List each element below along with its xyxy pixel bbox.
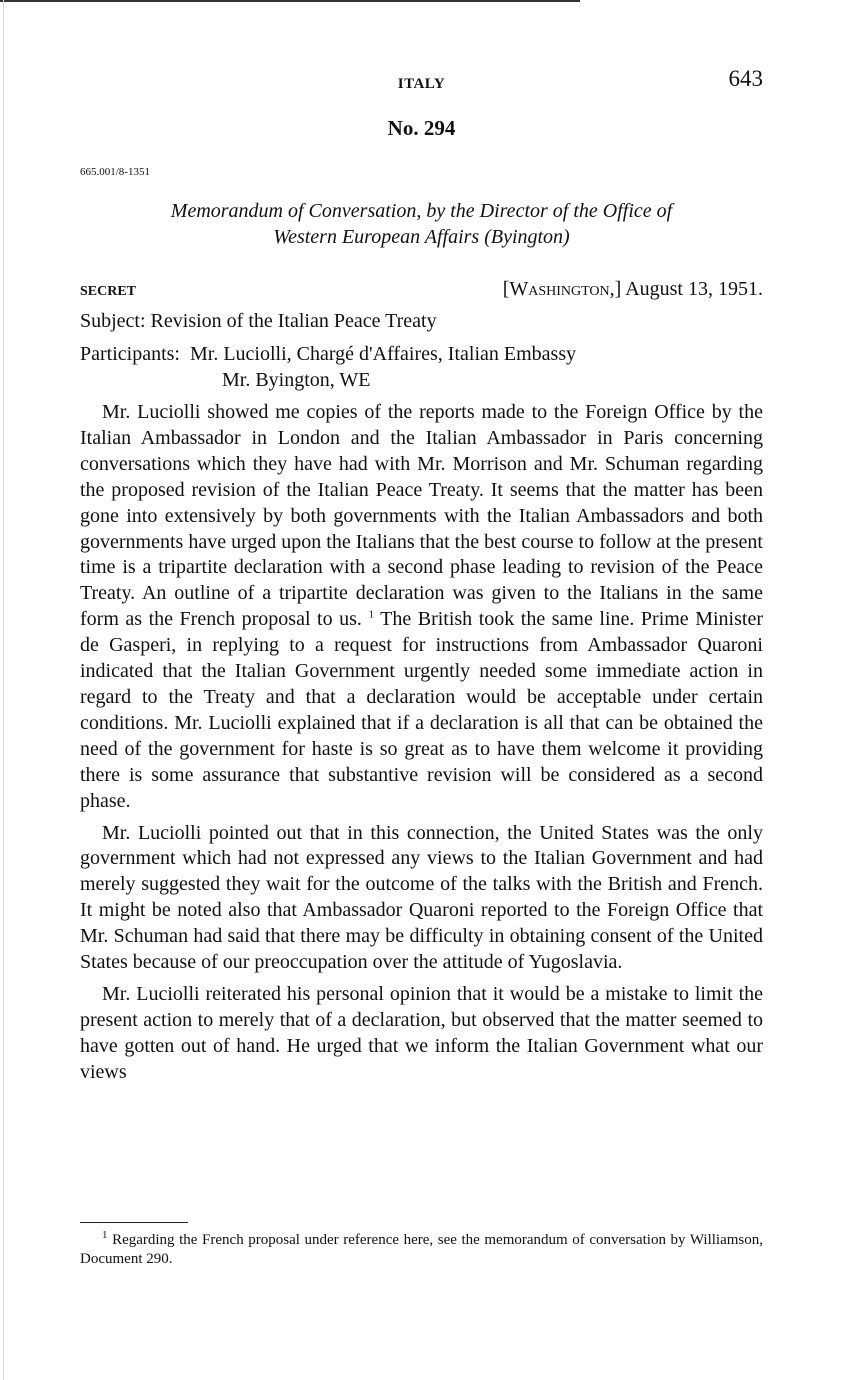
document-title xyxy=(80,198,763,250)
subject-line: Subject: Revision of the Italian Peace Treaty xyxy=(80,310,437,332)
footnote-text: Regarding the French proposal under reference here, see the memorandum of conversation by Williamson, Document 290. xyxy=(80,1232,763,1267)
footnote-marker: 1 xyxy=(102,1229,108,1241)
participants-label: Participants: xyxy=(80,343,180,365)
paragraph-3: Mr. Luciolli reiterated his personal opinion that it would be a mistake to limit the present action to merely that of a declaration, but observed that the matter seemed to have gotten out of hand. He urged that we inform the Italian Government what our views xyxy=(80,982,763,1083)
document-number: No. 294 xyxy=(387,116,456,140)
footnote-divider xyxy=(80,1222,188,1223)
page-left-edge xyxy=(3,0,4,1380)
document-title-line-1: Memorandum of Conversation, by the Director of the Office of xyxy=(170,200,673,222)
footnote-reference-marker[interactable]: 1 xyxy=(368,608,374,621)
date: August 13, 1951. xyxy=(625,278,763,300)
classification-label: SECRET xyxy=(80,284,137,299)
participant-byington: Mr. Byington, WE xyxy=(222,369,371,391)
running-head-title: ITALY xyxy=(397,76,446,92)
footnote xyxy=(80,1231,763,1269)
top-edge-rule xyxy=(0,0,580,2)
memorandum-body xyxy=(80,400,763,1092)
paragraph-1-part-b: The British took the same line. Prime Minister de Gasperi, in replying to a request for instructions from Ambassador Quaroni indicated that the Italian Government urgently needed some immediate action in regard to the Treaty and that a declaration would be acceptable under certain conditions. Mr. Luciolli explained that if a declaration is all that can be obtained the need of the government for haste is so great as to have them welcome it providing there is some assurance that substantive revision will be considered as a second phase. xyxy=(80,608,763,812)
paragraph-1 xyxy=(80,400,763,815)
document-title-line-2: Western European Affairs (Byington) xyxy=(273,226,570,248)
participants-block xyxy=(80,341,576,393)
place: [Washington,] xyxy=(502,278,622,300)
running-head xyxy=(80,66,763,98)
participants-row-1 xyxy=(80,341,576,367)
page-number: 643 xyxy=(728,66,763,91)
place-and-date xyxy=(503,278,763,301)
paragraph-1-part-a: Mr. Luciolli showed me copies of the reports made to the Foreign Office by the Italian Ambassador in London and the Italian Ambassador in Paris concerning conversations which they have had with Mr. Morrison and Mr. Schuman regarding the proposed revision of the Italian Peace Treaty. It seems that the matter has been gone into extensively by both governments with the Italian Ambassadors and both governments have urged upon the Italians that the best course to follow at the present time is a tripartite declaration with a second phase leading to revision of the Peace Treaty. An outline of a tripartite declaration was given to the Italians in the same form as the French proposal to us. xyxy=(80,401,763,631)
participant-luciolli: Mr. Luciolli, Chargé d'Affaires, Italian Embassy xyxy=(189,343,577,365)
paragraph-2: Mr. Luciolli pointed out that in this connection, the United States was the only government which had not expressed any views to the Italian Government and had merely suggested they wait for the outcome of the talks with the British and French. It might be noted also that Ambassador Quaroni reported to the Foreign Office that Mr. Schuman had said that there may be difficulty in obtaining consent of the United States because of our preoccupation over the attitude of Yugoslavia. xyxy=(80,821,763,974)
file-reference: 665.001/8-1351 xyxy=(80,166,150,178)
dateline xyxy=(80,278,763,304)
